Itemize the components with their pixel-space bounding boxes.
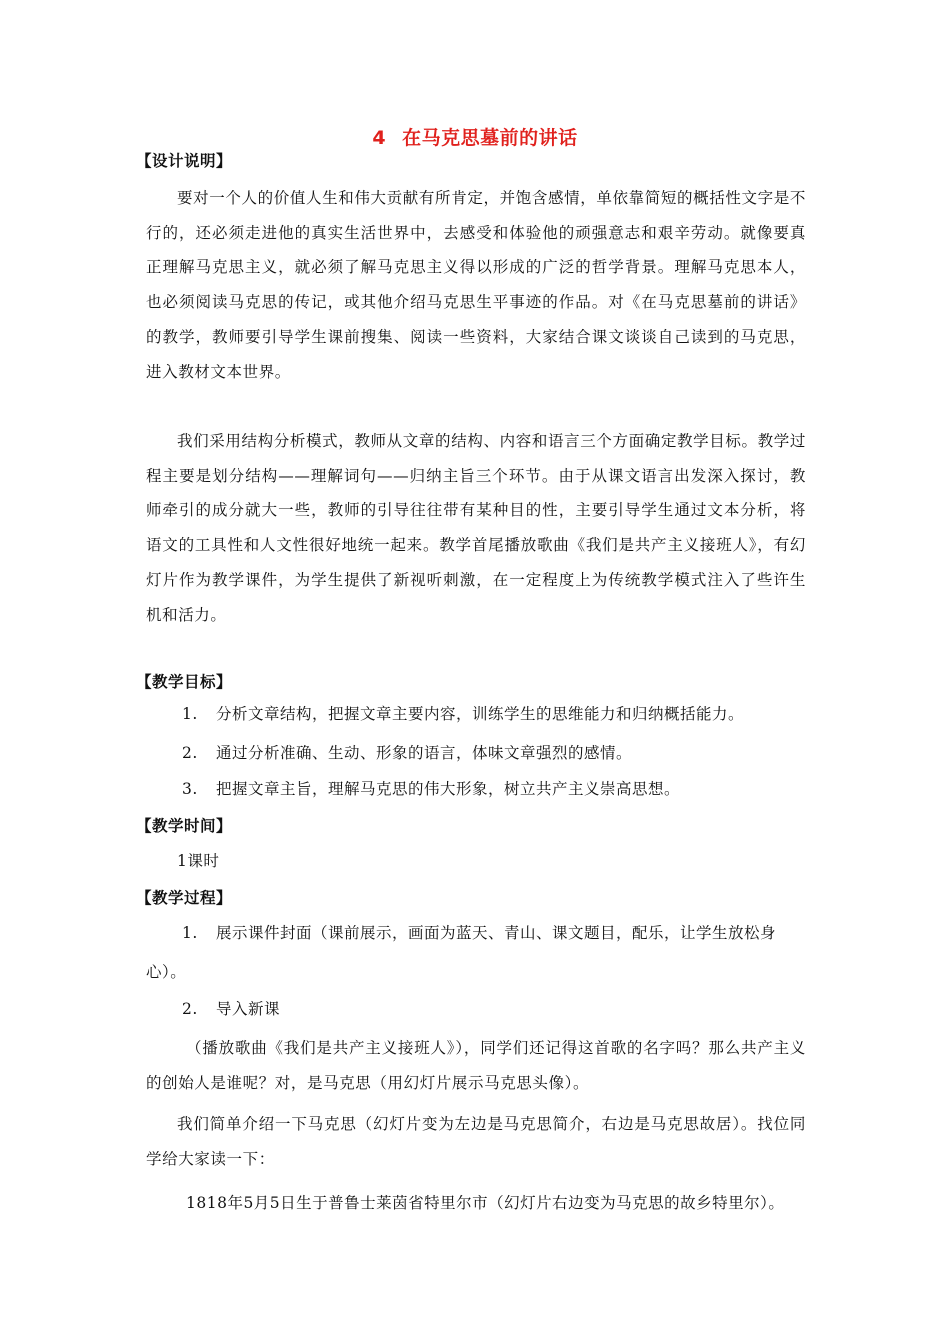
goal-number: 2. (182, 744, 198, 762)
title-text: 在马克思墓前的讲话 (402, 127, 578, 149)
goal-number: 3. (182, 780, 198, 798)
document-title (0, 124, 950, 152)
goal-item (182, 778, 680, 800)
goal-number: 1. (182, 705, 198, 723)
goals-heading: 【教学目标】 (136, 672, 233, 691)
step-text: 导入新课 (216, 1000, 281, 1018)
design-paragraph-1: 要对一个人的价值人生和伟大贡献有所肯定，并饱含感情，单依靠简短的概括性文字是不行的，还必须走进他的真实生活世界中，去感受和体验他的顽强意志和艰辛劳动。就像要真正理解马克思主义，就必须了解马克思主义得以形成的广泛的哲学背景。理解马克思本人，也必须阅读马克思的传记，或其他介绍马克思生平事迹的作品。对《在马克思墓前的讲话》的教学，教师要引导学生课前搜集、阅读一些资料，大家结合课文谈谈自己读到的马克思，进入教材文本世界。 (146, 189, 806, 381)
process-step-2 (182, 998, 280, 1020)
time-heading: 【教学时间】 (136, 816, 233, 835)
step-number: 2. (182, 1000, 198, 1018)
process-step-1-continuation: 心）。 (146, 963, 187, 981)
process-step-1 (182, 922, 776, 944)
goal-item (182, 703, 744, 725)
process-song-paragraph: （播放歌曲《我们是共产主义接班人》），同学们还记得这首歌的名字吗？那么共产主义的创始人是谁呢？对，是马克思（用幻灯片展示马克思头像）。 (146, 1039, 806, 1092)
process-intro-paragraph: 我们简单介绍一下马克思（幻灯片变为左边是马克思简介，右边是马克思故居）。找位同学给大家读一下： (146, 1115, 806, 1168)
process-birth-line: 1818年5月5日生于普鲁士莱茵省特里尔市（幻灯片右边变为马克思的故乡特里尔）。 (186, 1194, 785, 1212)
step-text: 展示课件封面（课前展示，画面为蓝天、青山、课文题目，配乐，让学生放松身 (216, 924, 777, 942)
goal-text: 把握文章主旨，理解马克思的伟大形象，树立共产主义崇高思想。 (216, 780, 681, 798)
step-number: 1. (182, 924, 198, 942)
title-number: 4 (372, 127, 387, 149)
process-heading: 【教学过程】 (136, 888, 233, 907)
time-value: 1课时 (177, 852, 220, 870)
goal-text: 通过分析准确、生动、形象的语言，体味文章强烈的感情。 (216, 744, 633, 762)
goal-item (182, 742, 632, 764)
design-heading: 【设计说明】 (136, 151, 233, 170)
design-paragraph-2: 我们采用结构分析模式，教师从文章的结构、内容和语言三个方面确定教学目标。教学过程主要是划分结构——理解词句——归纳主旨三个环节。由于从课文语言出发深入探讨，教师牵引的成分就大一些，教师的引导往往带有某种目的性，主要引导学生通过文本分析，将语文的工具性和人文性很好地统一起来。教学首尾播放歌曲《我们是共产主义接班人》，有幻灯片作为教学课件，为学生提供了新视听刺激，在一定程度上为传统教学模式注入了些许生机和活力。 (146, 432, 806, 624)
goal-text: 分析文章结构，把握文章主要内容，训练学生的思维能力和归纳概括能力。 (216, 705, 745, 723)
